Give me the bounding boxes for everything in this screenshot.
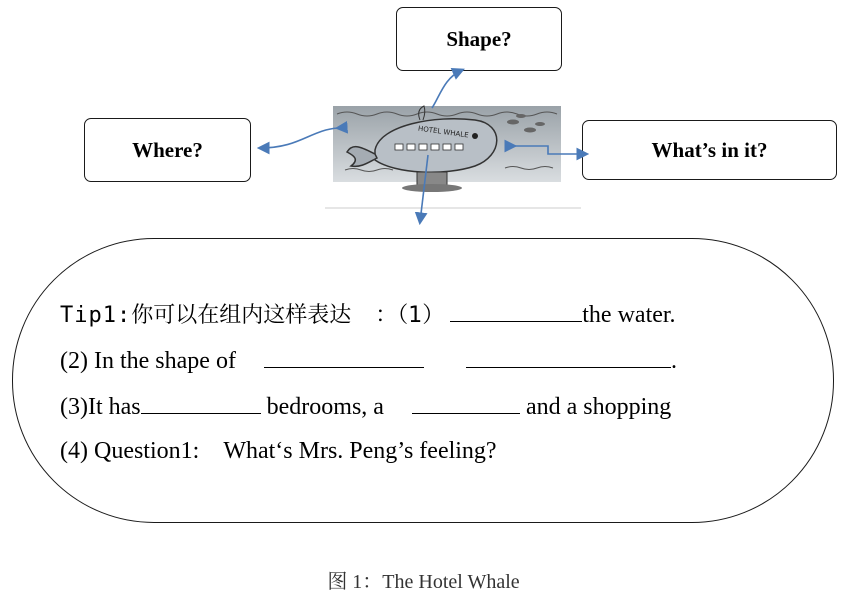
tip-number: （1）: [397, 303, 445, 328]
tip-line-3-middle: bedrooms, a: [260, 394, 384, 420]
blank-1[interactable]: [450, 299, 582, 322]
tip-chinese-text: 你可以在组内这样表达: [131, 303, 352, 328]
hull-text: HOTEL WHALE: [417, 124, 470, 140]
whale-stand: [417, 172, 447, 186]
shape-question-label: Shape?: [446, 26, 512, 51]
where-question-box: [84, 118, 251, 182]
blank-2a[interactable]: [264, 345, 424, 368]
whats-in-it-question-box: [582, 120, 837, 180]
tip-label: Tip1:: [60, 303, 132, 328]
tip-line-2: [60, 345, 677, 376]
figure-caption: 图 1：The Hotel Whale: [327, 571, 520, 593]
tips-oval: [12, 238, 834, 523]
whale-hotel-illustration: [325, 100, 581, 210]
where-question-label: Where?: [132, 137, 203, 162]
blank-2b[interactable]: [466, 345, 671, 368]
tip-colon: ：: [375, 303, 398, 328]
tip-line-3-start: (3)It has: [60, 394, 141, 420]
tip-line-4-start: (4) Question1:: [60, 438, 200, 464]
blank-3a[interactable]: [141, 391, 261, 414]
tip-line-2-end: .: [670, 348, 677, 374]
tip-line-1: [60, 299, 676, 331]
whats-in-it-question-label: What’s in it?: [651, 137, 768, 162]
blank-3b[interactable]: [412, 391, 520, 414]
question-text: What‘s Mrs. Peng’s feeling?: [223, 438, 497, 464]
tip-line-1-tail: the water.: [582, 302, 676, 328]
tip-line-3: [60, 391, 671, 422]
shape-question-box: [396, 7, 562, 71]
tip-line-4: [60, 436, 497, 466]
whale-shadow: [402, 184, 462, 192]
tip-line-3-end: and a shopping: [519, 394, 672, 420]
tip-line-2-start: (2) In the shape of: [60, 348, 236, 374]
